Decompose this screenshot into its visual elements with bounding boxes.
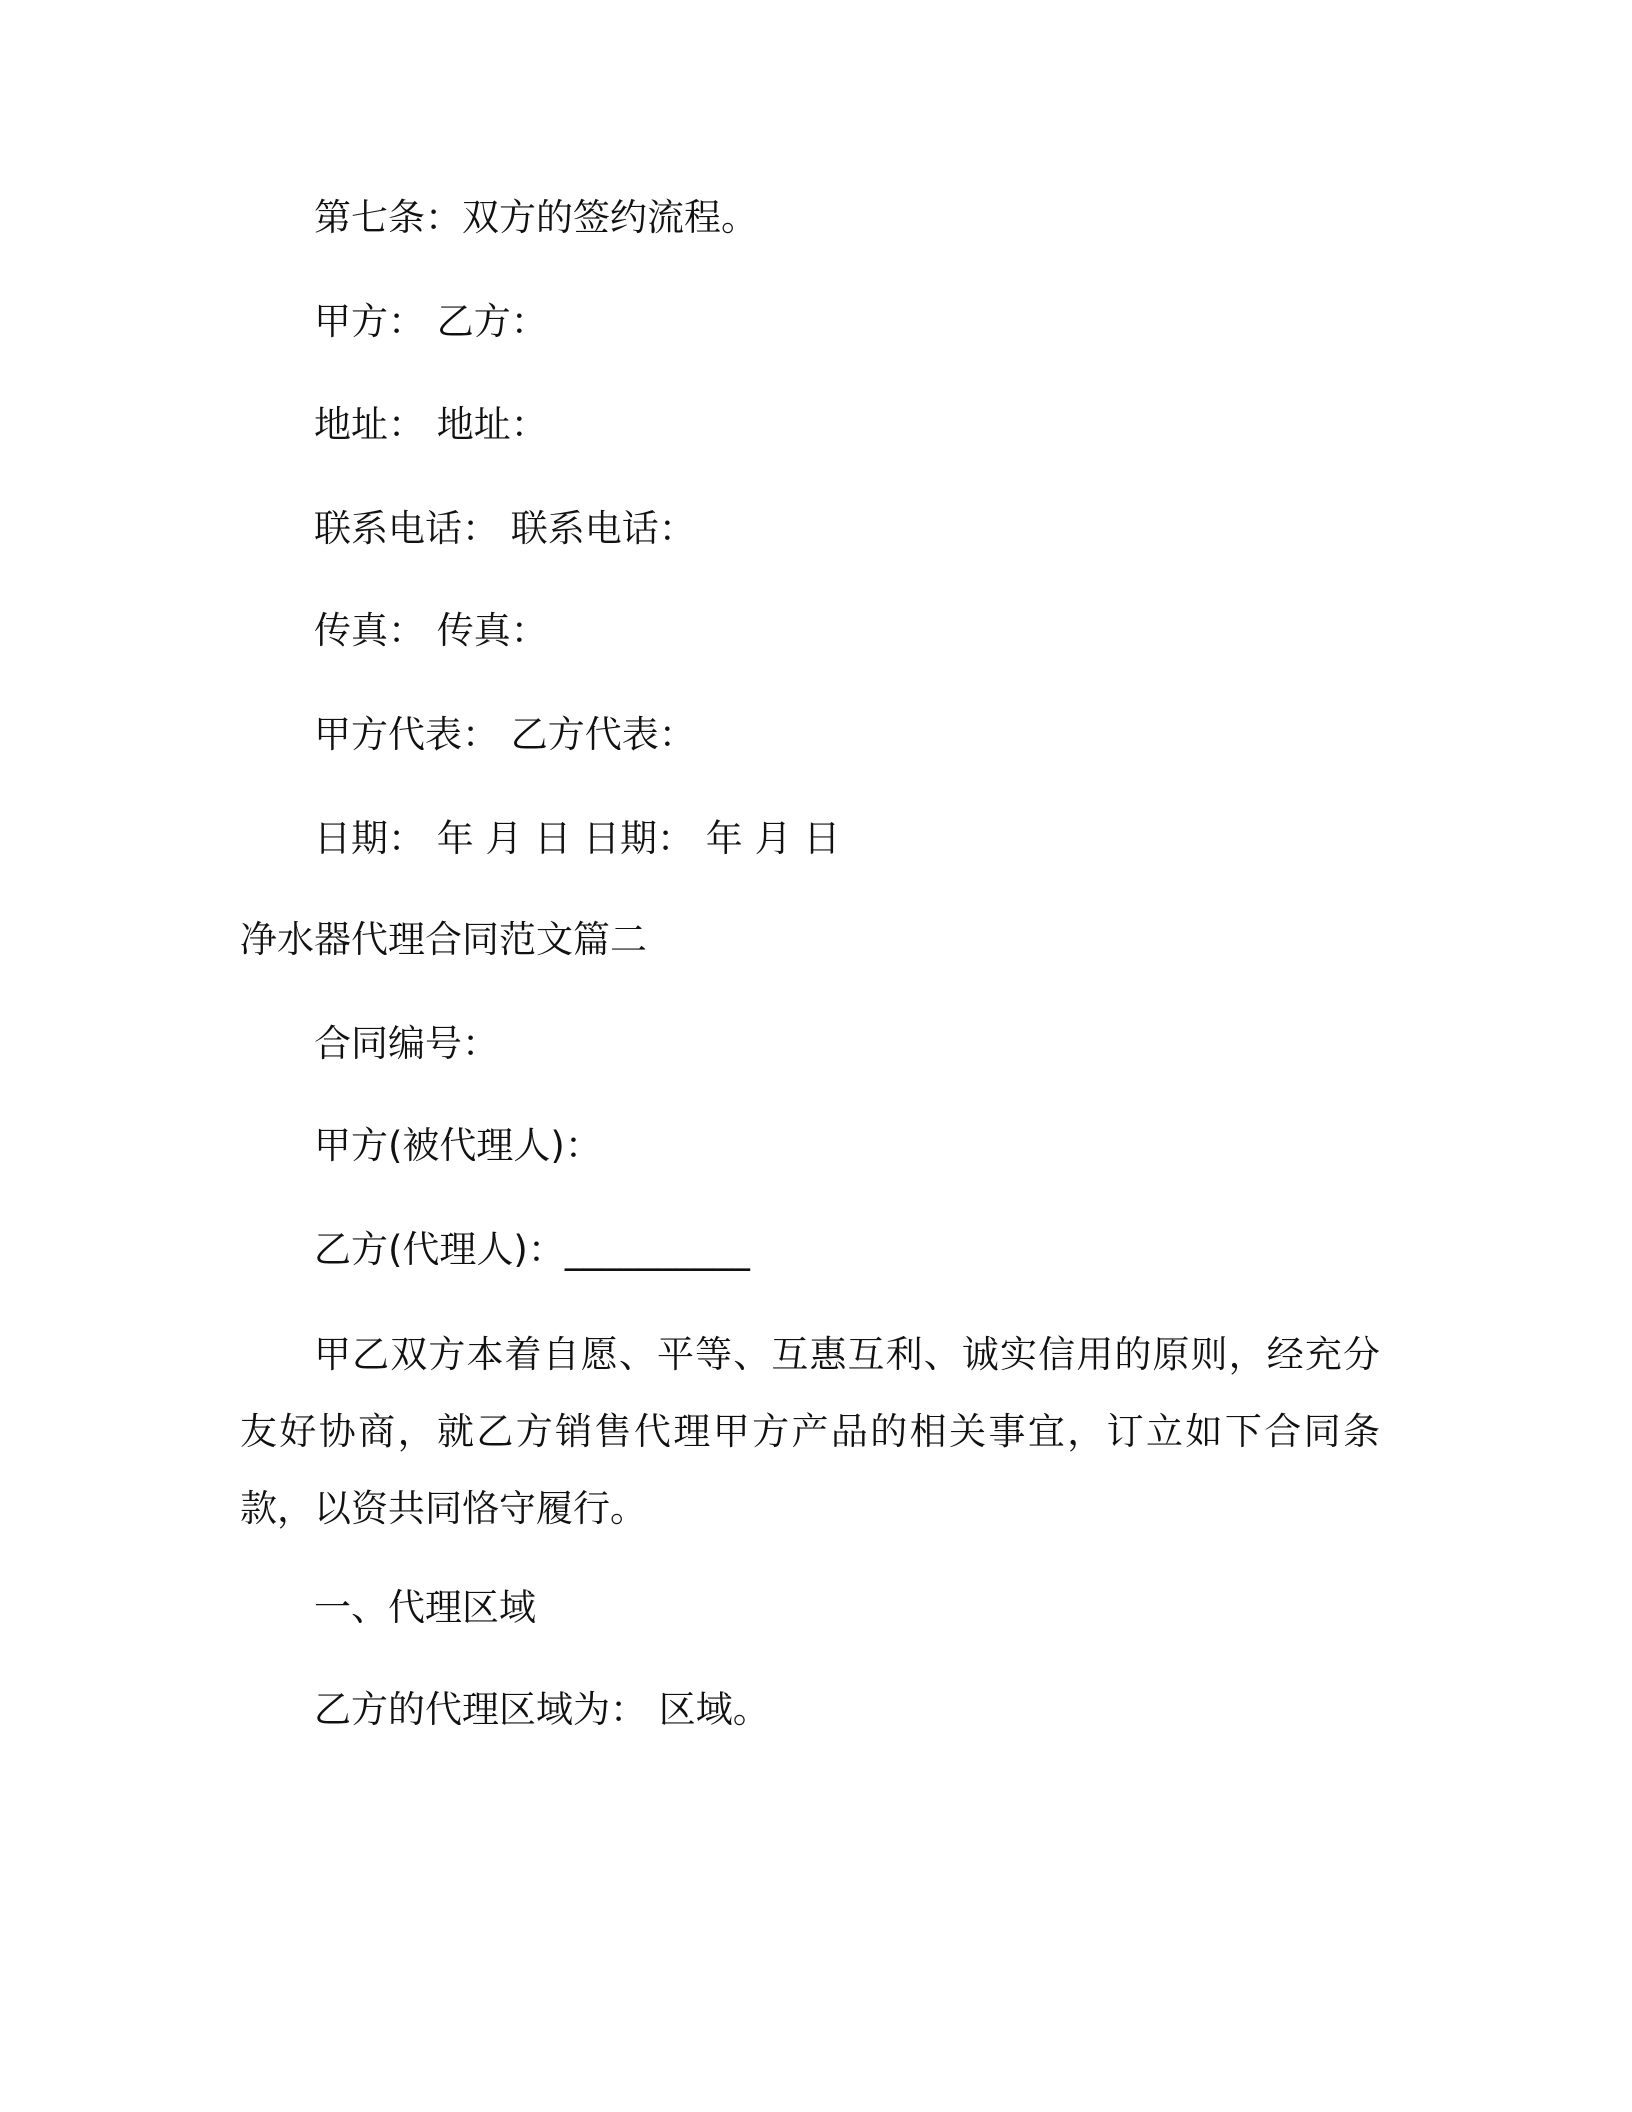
clause-1-text: 乙方的代理区域为： 区域。 [314, 1688, 770, 1731]
representative-line: 甲方代表： 乙方代表： [314, 713, 696, 756]
date-line: 日期： 年 月 日 日期： 年 月 日 [314, 817, 841, 860]
contract-number-label: 合同编号： [314, 1022, 499, 1065]
article-seven-heading: 第七条：双方的签约流程。 [314, 196, 758, 239]
party-a-label: 甲方(被代理人)： [314, 1124, 602, 1167]
phone-line: 联系电话： 联系电话： [314, 507, 696, 550]
address-line: 地址： 地址： [314, 403, 548, 446]
fax-line: 传真： 传真： [314, 609, 548, 652]
intro-paragraph: 甲乙双方本着自愿、平等、互惠互利、诚实信用的原则，经充分友好协商，就乙方销售代理甲方产品的相关事宜，订立如下合同条款，以资共同恪守履行。 [240, 1333, 1380, 1530]
party-b-label: 乙方(代理人)：__________ [314, 1228, 750, 1271]
party-names-line: 甲方： 乙方： [314, 300, 548, 343]
clause-1-title: 一、代理区域 [314, 1586, 536, 1629]
section-title: 净水器代理合同范文篇二 [240, 918, 647, 961]
